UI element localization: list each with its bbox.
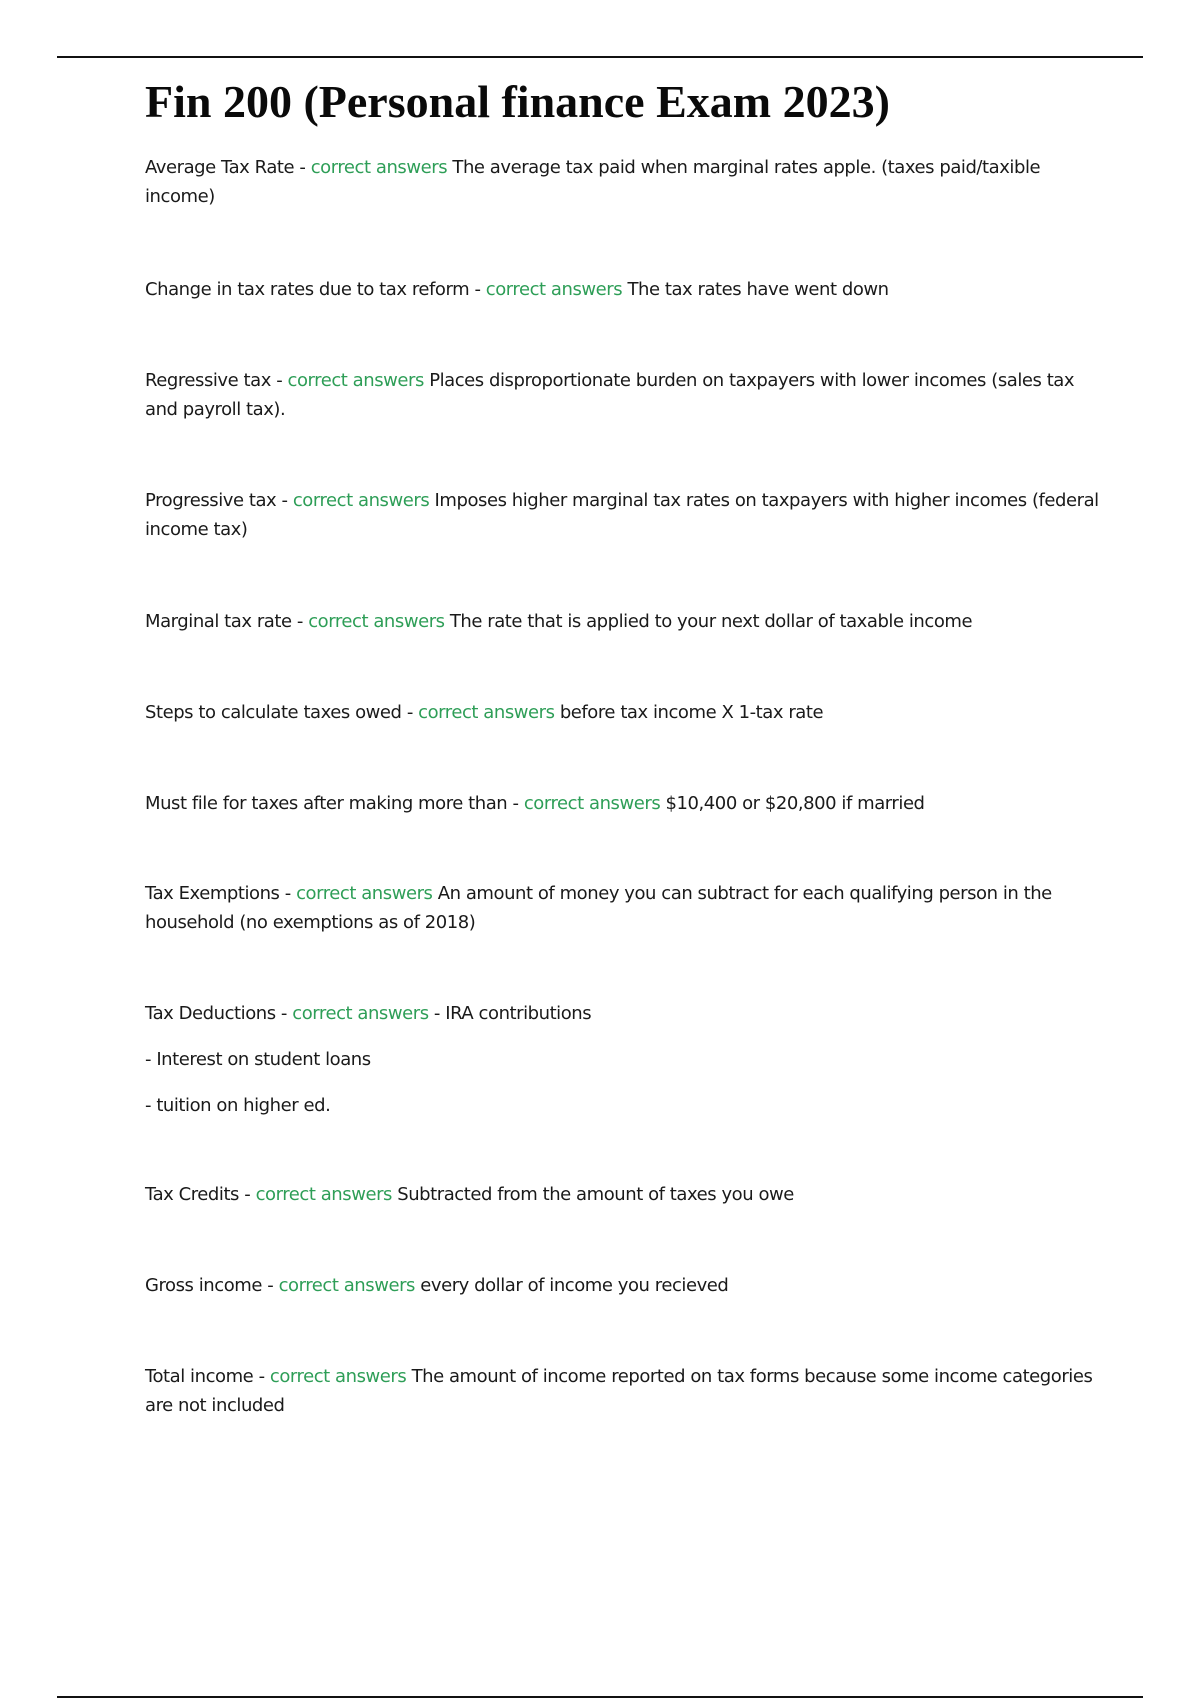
correct-answers-label: correct answers [485,279,623,300]
entry-term: Progressive tax [145,490,277,511]
entry-definition: $10,400 or $20,800 if married [665,793,925,814]
correct-answers-label: correct answers [418,702,555,723]
entry-term: Total income [145,1366,254,1387]
entry-definition: Subtracted from the amount of taxes you owe [397,1184,794,1205]
entry-marginal-tax-rate [145,607,1105,636]
correct-answers-label: correct answers [287,370,424,391]
entry-definition: The tax rates have went down [627,279,889,300]
entry-term: Tax Deductions [145,1003,276,1024]
entry-term: Tax Exemptions [145,883,280,904]
entry-term: Gross income [145,1275,262,1296]
entry-term: Regressive tax [145,370,271,391]
correct-answers-label: correct answers [278,1275,415,1296]
entry-term: Change in tax rates due to tax reform [145,279,470,300]
correct-answers-label: correct answers [296,883,433,904]
separator: - [294,157,311,178]
entry-term: Marginal tax rate [145,611,292,632]
bottom-rule [57,1696,1143,1698]
entry-definition: every dollar of income you recieved [420,1275,729,1296]
entry-term: Average Tax Rate [145,157,295,178]
entry-gross-income [145,1271,1105,1300]
entry-term: Must file for taxes after making more than [145,793,508,814]
correct-answers-label: correct answers [310,157,448,178]
top-rule [57,56,1143,58]
correct-answers-label: correct answers [308,611,445,632]
separator: - [401,702,419,723]
entry-definition: An amount of money you can subtract for each qualifying person in the household (no exemptions as of 2018) [145,883,1052,933]
entry-term: Steps to calculate taxes owed [145,702,402,723]
separator: - [270,370,288,391]
separator: - [469,279,486,300]
deduction-line: - tuition on higher ed. [145,1095,331,1116]
correct-answers-label: correct answers [292,490,430,511]
entry-tax-exemptions [145,879,1105,937]
separator: - [276,490,293,511]
separator: - [279,883,297,904]
entry-definition: The rate that is applied to your next dollar of taxable income [449,611,973,632]
separator: - [238,1184,256,1205]
correct-answers-label: correct answers [523,793,661,814]
deduction-line: - Interest on student loans [145,1049,371,1070]
separator: - [275,1003,293,1024]
entry-progressive-tax [145,486,1105,544]
entry-term: Tax Credits [145,1184,239,1205]
entry-tax-deductions [145,999,1105,1120]
entry-average-tax-rate [145,153,1105,211]
correct-answers-label: correct answers [269,1366,407,1387]
separator: - [507,793,524,814]
entry-steps-taxes-owed [145,698,1105,727]
entry-total-income [145,1362,1105,1420]
entry-tax-credits [145,1180,1105,1209]
correct-answers-label: correct answers [292,1003,429,1024]
entry-regressive-tax [145,366,1105,424]
entry-definition: Imposes higher marginal tax rates on taxpayers with higher incomes (federal income tax) [145,490,1099,540]
correct-answers-label: correct answers [255,1184,392,1205]
page-title: Fin 200 (Personal finance Exam 2023) [145,76,890,127]
entry-definition: The average tax paid when marginal rates apple. (taxes paid/taxible income) [145,157,1041,207]
entry-definition: Places disproportionate burden on taxpayers with lower incomes (sales tax and payroll tax). [145,370,1075,420]
entry-definition: - IRA contributions [433,1003,592,1024]
entry-definition: The amount of income reported on tax forms because some income categories are not included [145,1366,1093,1416]
entry-tax-reform [145,275,1105,304]
separator: - [291,611,309,632]
separator: - [253,1366,270,1387]
entry-must-file [145,789,1105,818]
entry-definition: before tax income X 1-tax rate [559,702,824,723]
separator: - [261,1275,279,1296]
